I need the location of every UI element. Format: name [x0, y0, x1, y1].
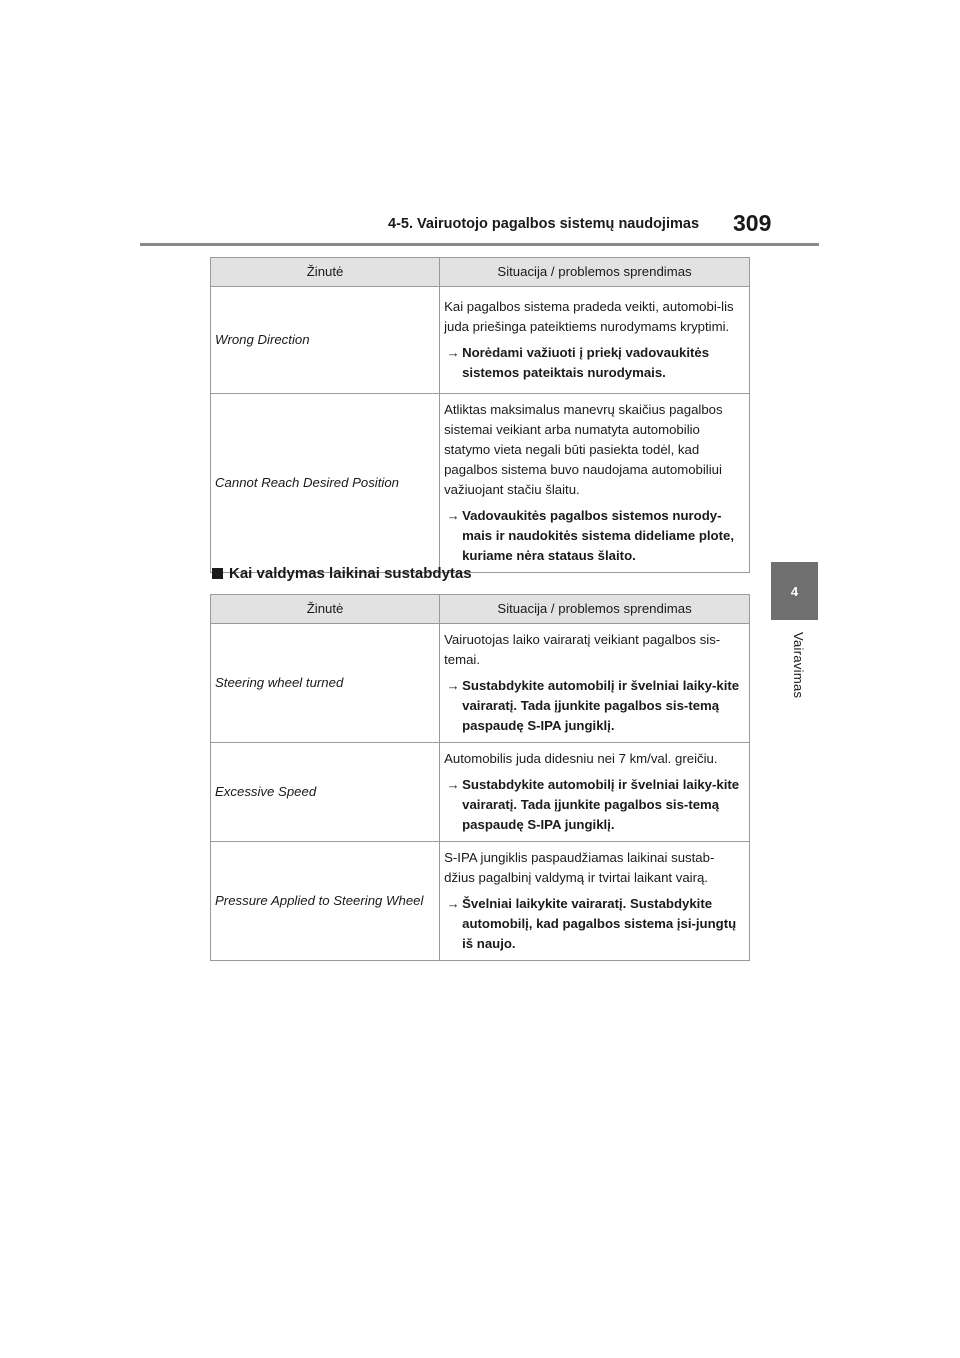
solution-item [444, 894, 745, 954]
message-cell: Pressure Applied to Steering Wheel [211, 842, 440, 961]
table-row [211, 624, 750, 743]
table-header-row [211, 258, 750, 287]
column-header-message: Žinutė [211, 258, 440, 287]
column-header-situation: Situacija / problemos sprendimas [440, 258, 750, 287]
solution-item [444, 506, 745, 566]
table-row [211, 287, 750, 394]
solution-text: Sustabdykite automobilį ir švelniai laiky-kite vairaratį. Tada įjunkite pagalbos sis-temą paspaudę S-IPA jungiklį. [462, 777, 740, 832]
table-header-row [211, 595, 750, 624]
situation-cell [440, 287, 750, 394]
arrow-right-icon: → [446, 777, 460, 792]
solution-item [444, 775, 745, 835]
table-row [211, 394, 750, 573]
message-cell: Excessive Speed [211, 743, 440, 842]
solution-item [444, 676, 745, 736]
situation-cell [440, 624, 750, 743]
chapter-label: Vairavimas [791, 632, 806, 699]
chapter-number: 4 [790, 583, 799, 599]
arrow-right-icon: → [446, 678, 460, 693]
section-heading-text: Kai valdymas laikinai sustabdytas [229, 565, 472, 582]
chapter-tab [771, 562, 818, 620]
message-cell: Cannot Reach Desired Position [211, 394, 440, 573]
solution-text: Vadovaukitės pagalbos sistemos nurody-mais ir naudokitės sistema dideliame plote, kuriame nėra stataus šlaito. [462, 508, 734, 563]
arrow-right-icon: → [446, 345, 460, 360]
situation-description: Automobilis juda didesniu nei 7 km/val. greičiu. [444, 751, 718, 766]
header-divider [140, 243, 819, 246]
section-heading [212, 565, 472, 582]
message-cell: Steering wheel turned [211, 624, 440, 743]
arrow-right-icon: → [446, 896, 460, 911]
table-row [211, 743, 750, 842]
situation-description: Atliktas maksimalus manevrų skaičius pagalbos sistemai veikiant arba numatyta automobilio statymo vieta negali būti pasiekta todėl, kad pagalbos sistema buvo naudojama automobiliui važiuojant stačiu šlaitu. [444, 402, 723, 497]
message-cell: Wrong Direction [211, 287, 440, 394]
section-title: 4-5. Vairuotojo pagalbos sistemų naudojimas [388, 216, 700, 232]
solution-text: Norėdami važiuoti į priekį vadovaukitės sistemos pateiktais nurodymais. [462, 345, 710, 380]
situation-cell [440, 743, 750, 842]
situation-description: S-IPA jungiklis paspaudžiamas laikinai sustab-džius pagalbinį valdymą ir tvirtai laikant vairą. [444, 850, 715, 885]
table-row [211, 842, 750, 961]
message-table-2 [210, 594, 750, 961]
column-header-situation: Situacija / problemos sprendimas [440, 595, 750, 624]
situation-cell [440, 842, 750, 961]
solution-item [444, 343, 745, 383]
situation-description: Kai pagalbos sistema pradeda veikti, automobi-lis juda priešinga pateiktiems nurodymams kryptimi. [444, 299, 734, 334]
situation-cell [440, 394, 750, 573]
page-number: 309 [733, 210, 772, 236]
situation-description: Vairuotojas laiko vairaratį veikiant pagalbos sis-temai. [444, 632, 721, 667]
solution-text: Sustabdykite automobilį ir švelniai laiky-kite vairaratį. Tada įjunkite pagalbos sis-temą paspaudę S-IPA jungiklį. [462, 678, 740, 733]
message-table-1 [210, 257, 750, 573]
solution-text: Švelniai laikykite vairaratį. Sustabdykite automobilį, kad pagalbos sistema įsi-jungtų iš naujo. [462, 896, 737, 951]
square-bullet-icon [212, 568, 223, 579]
arrow-right-icon: → [446, 508, 460, 523]
column-header-message: Žinutė [211, 595, 440, 624]
